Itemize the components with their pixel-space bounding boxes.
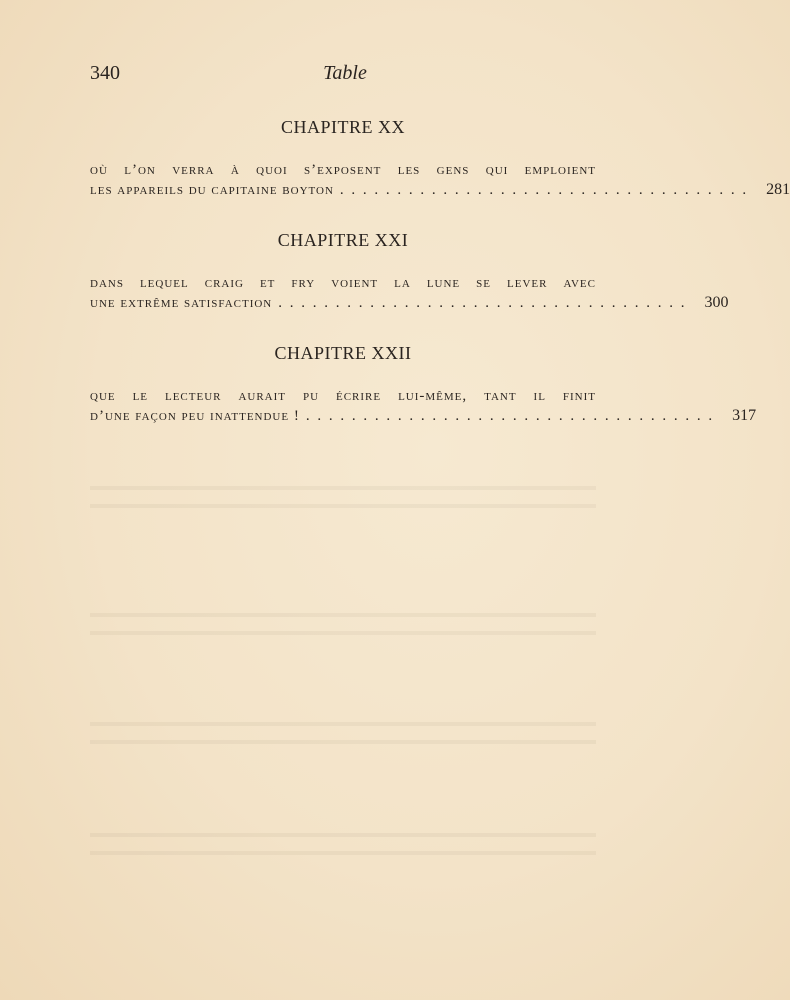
running-head	[90, 62, 600, 86]
chapter-title: CHAPITRE XXII	[274, 343, 412, 363]
entry-text-line: que le lecteur aurait pu écrire lui-même, tant il finit	[90, 388, 596, 404]
entry-text-line: où l’on verra à quoi s’exposent les gens qui emploient	[90, 162, 596, 178]
show-through-line	[90, 624, 596, 642]
page-reference: 317	[732, 407, 757, 424]
entry-leader-line	[90, 406, 757, 426]
page-reference: 281	[766, 181, 790, 198]
chapter-title: CHAPITRE XXI	[277, 230, 409, 250]
show-through-line	[90, 844, 596, 862]
show-through-line	[90, 826, 596, 844]
chapter-title: CHAPITRE XX	[280, 117, 405, 137]
dot-leader: . . . . . . . . . . . . . . . . . . . . . . . . . . . . . . . . . . . .	[339, 182, 749, 198]
entry-leader-line	[90, 293, 729, 313]
running-title: Table	[323, 62, 367, 84]
toc-entry-chapter-22	[90, 343, 757, 426]
show-through-block	[90, 790, 596, 862]
entry-text-line: une extrême satisfaction	[90, 295, 273, 311]
entry-leader-line	[90, 180, 790, 200]
page-reference: 300	[704, 294, 729, 311]
show-through-block	[90, 570, 596, 642]
show-through-line	[90, 497, 596, 515]
entry-text-line: dans lequel craig et fry voient la lune se lever avec	[90, 275, 596, 291]
dot-leader: . . . . . . . . . . . . . . . . . . . . . . . . . . . . . . . . . . . .	[278, 295, 687, 311]
page-number: 340	[90, 62, 120, 84]
toc-entry-chapter-21	[90, 230, 729, 313]
entry-text-line: d’une façon peu inattendue !	[90, 408, 300, 424]
show-through-line	[90, 733, 596, 751]
show-through-line	[90, 606, 596, 624]
show-through-block	[90, 455, 596, 515]
entry-text-line: les appareils du capitaine boyton	[90, 182, 334, 198]
show-through-line	[90, 479, 596, 497]
show-through-block	[90, 685, 596, 751]
dot-leader: . . . . . . . . . . . . . . . . . . . . . . . . . . . . . . . . . . . .	[305, 408, 715, 424]
show-through-line	[90, 715, 596, 733]
toc-entry-chapter-20	[90, 117, 790, 200]
